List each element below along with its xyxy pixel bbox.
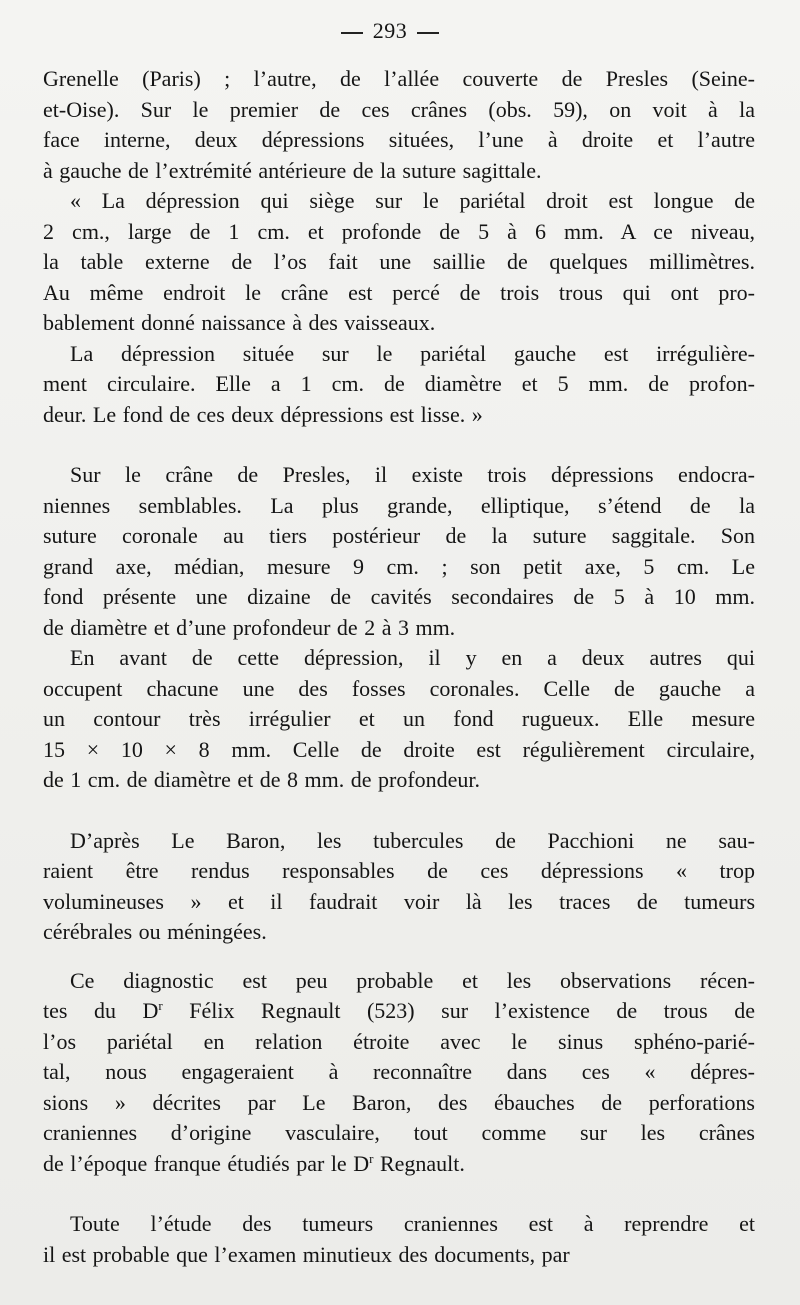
text-line: 2 cm., large de 1 cm. et profonde de 5 à 6 mm. A ce niveau, bbox=[43, 218, 755, 244]
paragraph-gap bbox=[43, 430, 755, 460]
text-line: D’après Le Baron, les tubercules de Pacchioni ne sau- bbox=[70, 827, 755, 853]
text-line: de l’époque franque étudiés par le $D^r$ Regnault. bbox=[43, 1150, 465, 1176]
paragraph-gap bbox=[43, 1179, 755, 1209]
text-line: occupent chacune une des fosses coronales. Celle de gauche a bbox=[43, 675, 755, 701]
body-text bbox=[43, 64, 755, 1270]
text-line: volumineuses » et il faudrait voir là les traces de tumeurs bbox=[43, 888, 755, 914]
paragraph-gap bbox=[43, 796, 755, 826]
text-line: de diamètre et d’une profondeur de 2 à 3 mm. bbox=[43, 614, 456, 640]
paragraph bbox=[43, 966, 755, 1180]
paragraph bbox=[43, 64, 755, 186]
page-number-value: 293 bbox=[372, 18, 408, 43]
page-number-dash-right bbox=[417, 32, 439, 34]
text-line: Grenelle (Paris) ; l’autre, de l’allée couverte de Presles (Seine- bbox=[43, 66, 755, 91]
text-line: grand axe, médian, mesure 9 cm. ; son petit axe, 5 cm. Le bbox=[43, 553, 755, 579]
text-line: « La dépression qui siège sur le pariétal droit est longue de bbox=[70, 188, 755, 213]
paragraph bbox=[43, 460, 755, 643]
paragraph bbox=[43, 643, 755, 796]
paragraph-gap bbox=[43, 948, 755, 966]
text-line: Ce diagnostic est peu probable et les observations récen- bbox=[70, 967, 755, 993]
text-line: face interne, deux dépressions situées, l’une à droite et l’autre bbox=[43, 127, 755, 152]
text-line: Au même endroit le crâne est percé de trois trous qui ont pro- bbox=[43, 279, 755, 305]
paragraph bbox=[43, 339, 755, 431]
text-line: Sur le crâne de Presles, il existe trois dépressions endocra- bbox=[70, 462, 755, 487]
text-line: La dépression située sur le pariétal gauche est irrégulière- bbox=[70, 340, 755, 366]
text-line: bablement donné naissance à des vaisseaux. bbox=[43, 310, 436, 335]
text-line: cérébrales ou méningées. bbox=[43, 919, 267, 944]
text-line: niennes semblables. La plus grande, elliptique, s’étend de la bbox=[43, 492, 755, 518]
text-line: sions » décrites par Le Baron, des ébauches de perforations bbox=[43, 1089, 755, 1115]
paragraph bbox=[43, 826, 755, 948]
text-line: suture coronale au tiers postérieur de la suture saggitale. Son bbox=[43, 523, 755, 548]
text-line: En avant de cette dépression, il y en a deux autres qui bbox=[70, 645, 755, 670]
text-line: tal, nous engageraient à reconnaître dans ces « dépres- bbox=[43, 1059, 755, 1084]
text-line: raient être rendus responsables de ces dépressions « trop bbox=[43, 858, 755, 883]
paragraph bbox=[43, 1209, 755, 1270]
text-line: tes du $D^r$ Félix Regnault (523) sur l’existence de trous de bbox=[43, 998, 755, 1023]
text-line: ment circulaire. Elle a 1 cm. de diamètre et 5 mm. de profon- bbox=[43, 371, 755, 396]
text-line: à gauche de l’extrémité antérieure de la suture sagittale. bbox=[43, 157, 542, 183]
text-line: deur. Le fond de ces deux dépressions est lisse. » bbox=[43, 401, 483, 427]
text-line: craniennes d’origine vasculaire, tout comme sur les crânes bbox=[43, 1120, 755, 1145]
text-line: l’os pariétal en relation étroite avec le sinus sphéno-parié- bbox=[43, 1028, 755, 1054]
text-line: et-Oise). Sur le premier de ces crânes (obs. 59), on voit à la bbox=[43, 96, 755, 122]
text-line: il est probable que l’examen minutieux des documents, par bbox=[43, 1241, 570, 1267]
page-number bbox=[0, 18, 780, 44]
text-line: la table externe de l’os fait une saillie de quelques millimètres. bbox=[43, 249, 755, 274]
text-line: Toute l’étude des tumeurs craniennes est à reprendre et bbox=[70, 1211, 755, 1236]
page-number-dash-left bbox=[341, 32, 363, 34]
text-line: un contour très irrégulier et un fond rugueux. Elle mesure bbox=[43, 706, 755, 731]
text-line: 15 × 10 × 8 mm. Celle de droite est régulièrement circulaire, bbox=[43, 736, 755, 762]
paragraph bbox=[43, 186, 755, 339]
text-line: fond présente une dizaine de cavités secondaires de 5 à 10 mm. bbox=[43, 584, 755, 609]
text-line: de 1 cm. de diamètre et de 8 mm. de profondeur. bbox=[43, 767, 481, 792]
